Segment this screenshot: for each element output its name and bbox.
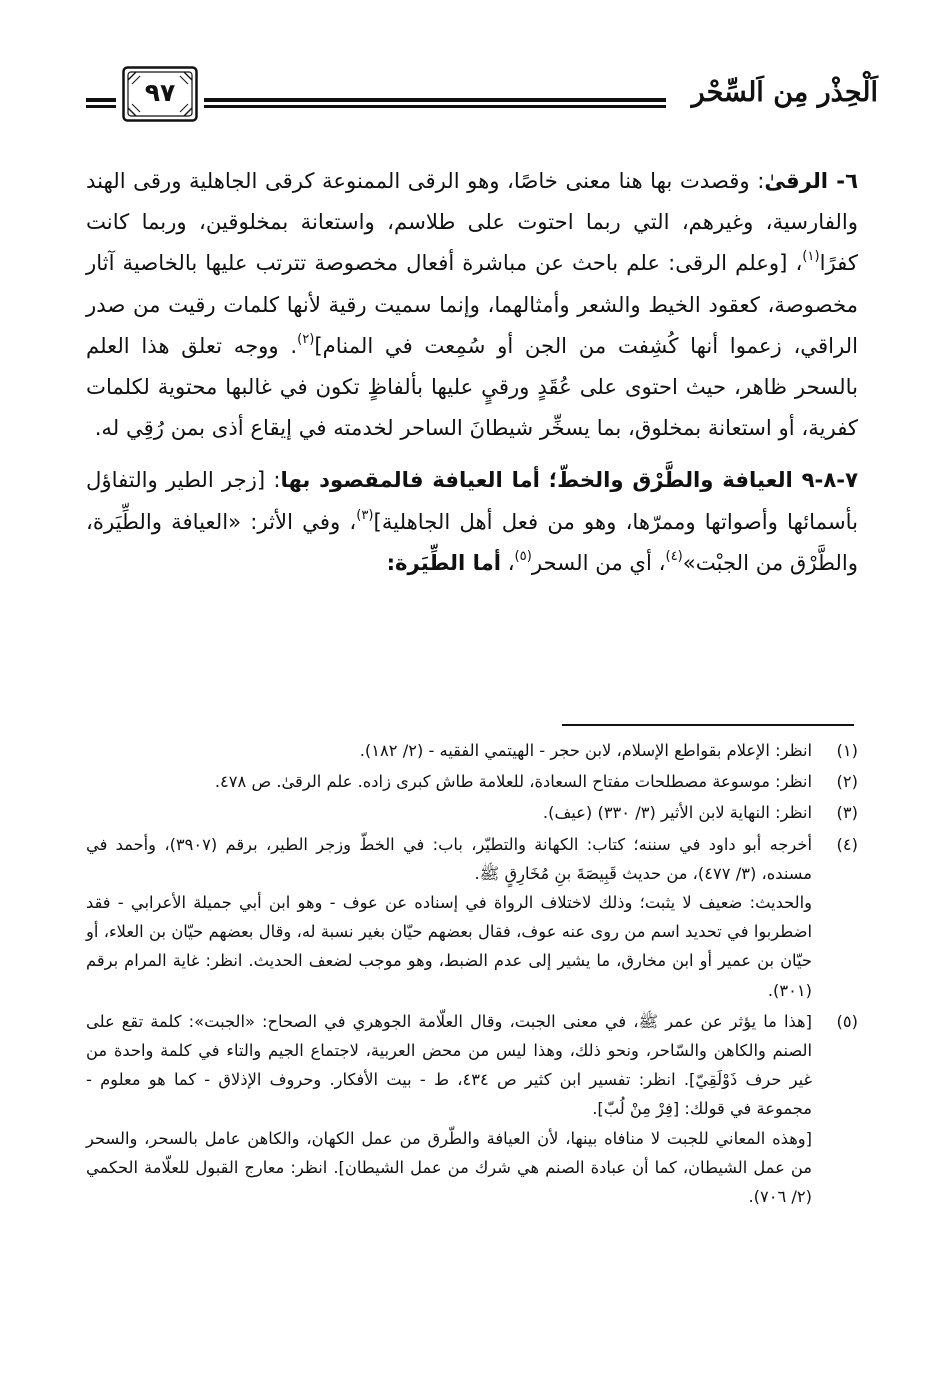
- text-segment: ، [وعلم الرقى: علم باحث عن مباشرة أفعال مخصوصة تترتب عليها بالخاصية آثار مخصوصة، كعقود الخيط والشعر وأمثالهما، وإنما سميت رقية لأنها كلمات رقيت من صدر الراقي، زعموا أنها كُشِفت من الجن أو سُمِعت في المنام]: [86, 250, 858, 358]
- footnote-number: (١): [836, 741, 858, 760]
- page-number: ٩٧: [144, 78, 176, 107]
- footnote-ref-2[interactable]: (٢): [297, 331, 315, 347]
- page-header: [86, 66, 878, 122]
- text-segment: : [زجر الطير والتفاؤل بأسمائها وأصواتها وممرّها، وهو من فعل أهل الجاهلية]: [86, 467, 858, 534]
- paragraph-ruqa: [86, 160, 858, 448]
- footnote-text: انظر: الإعلام بقواطع الإسلام، لابن حجر - الهيتمي الفقيه - (٢/ ١٨٢).: [359, 741, 812, 760]
- main-text: [86, 160, 858, 583]
- text-segment: : وقصدت بها هنا معنى خاصًا، وهو الرقى الممنوعة كرقى الجاهلية ورقى الهند والفارسية، وغيرهم، التي ربما احتوت على طلاسم، واستعانة بمخلوقين، وربما كانت كفرًا: [86, 168, 858, 276]
- text-segment: ، وفي الأثر: «العيافة والطِّيَرة، والطَّرْق من الجبْت»: [86, 508, 858, 575]
- footnotes: [86, 736, 858, 1213]
- heading-iyafa: ٧-٨-٩ العيافة والطَّرْق والخطّ؛ أما العيافة فالمقصود بها: [280, 467, 858, 493]
- header-rule-left: [86, 98, 116, 110]
- footnote-1: [86, 736, 858, 765]
- footnote-number: (٢): [836, 772, 858, 792]
- footnote-number: (٣): [836, 803, 858, 823]
- footnote-text: [هذا ما يؤثر عن عمر ﷺ، في معنى الجبت، وقال العلّامة الجوهري في الصحاح: «الجبت»: كلمة تقع على الصنم والكاهن والسّاحر، ونحو ذلك، وهذا ليس من محض العربية، لاجتماع الجيم والتاء في كلمة واحدة من غير حرف ذَوْلَقِيّ]. انظر: تفسير ابن كثير ص ٤٣٤، ط - بيت الأفكار. وحروف الإذلاق - كما هو معلوم - مجموعة في قولك: [فِرْ مِنْ لُبّ].: [86, 1011, 813, 1119]
- footnote-text: انظر: موسوعة مصطلحات مفتاح السعادة، للعلامة طاش كبرى زاده. علم الرقىٰ. ص ٤٧٨.: [214, 772, 812, 792]
- text-segment: . ووجه تعلق هذا العلم بالسحر ظاهر، حيث احتوى على عُقَدٍ ورقيٍ عليها بألفاظٍ تكون في غالبها محتوية لكلمات كفرية، أو استعانة بمخلوق، بما يسخِّر شيطانَ الساحر لخدمته في إيقاع أذى بمن رُقِي له.: [86, 332, 858, 441]
- footnote-text: والحديث: ضعيف لا يثبت؛ وذلك لاختلاف الرواة في إسناده عن عوف - وهو ابن أبي جميلة الأعرابي - فقد اضطربوا في تحديد اسم من روى عنه عوف، فقال بعضهم حيّان بغير نسبة له، وقال بعضهم حيّان بن العلاء، أو حيّان بن عمير أو ابن مخارق، ما يشير إلى عدم الضبط، وهو موجب لضعف الحديث. انظر: غاية المرام برقم (٣٠١).: [86, 893, 812, 1000]
- text-segment: ،: [500, 549, 515, 575]
- paragraph-iyafa: [86, 459, 858, 583]
- footnote-2: [86, 767, 858, 796]
- footnote-text: انظر: النهاية لابن الأثير (٣/ ٣٣٠) (عيف).: [542, 803, 812, 823]
- running-title: اَلْحِذْر مِن اَلسِّحْر: [691, 77, 878, 108]
- heading-ruqa: ٦- الرقىٰ: [764, 168, 858, 193]
- header-rule: [204, 98, 666, 110]
- footnote-4: [86, 830, 858, 1005]
- text-segment: ، أي من السحر: [531, 549, 666, 575]
- footnote-number: (٥): [836, 1011, 858, 1031]
- footnote-separator: [562, 724, 854, 726]
- footnote-text: أخرجه أبو داود في سننه؛ كتاب: الكهانة والتطيّر، باب: في الخطّ وزجر الطير، برقم (٣٩٠٧)، وأحمد في مسنده، (٣/ ٤٧٧)، من حديث قَبِيصَةَ بنِ مُخَارِقٍ ﷺ.: [86, 834, 812, 883]
- footnote-ref-4[interactable]: (٤): [665, 548, 683, 564]
- footnote-ref-3[interactable]: (٣): [356, 507, 374, 523]
- footnote-5: [86, 1007, 858, 1211]
- footnote-text: [وهذه المعاني للجبت لا منافاه بينها، لأن العيافة والطّرق من عمل الكهان، والكاهن عامل بالسحر، والسحر من عمل الشيطان، كما أن عبادة الصنم هي شرك من عمل الشيطان]. انظر: معارج القبول للعلّامة الحكمي (٢/ ٧٠٦).: [86, 1128, 812, 1207]
- page-number-frame: [122, 66, 198, 122]
- heading-tiyara: أما الطِّيَرة:: [386, 549, 501, 575]
- footnote-number: (٤): [836, 834, 858, 854]
- footnote-ref-5[interactable]: (٥): [514, 548, 532, 564]
- footnote-ref-1[interactable]: (١): [802, 249, 820, 265]
- footnote-3: [86, 798, 858, 827]
